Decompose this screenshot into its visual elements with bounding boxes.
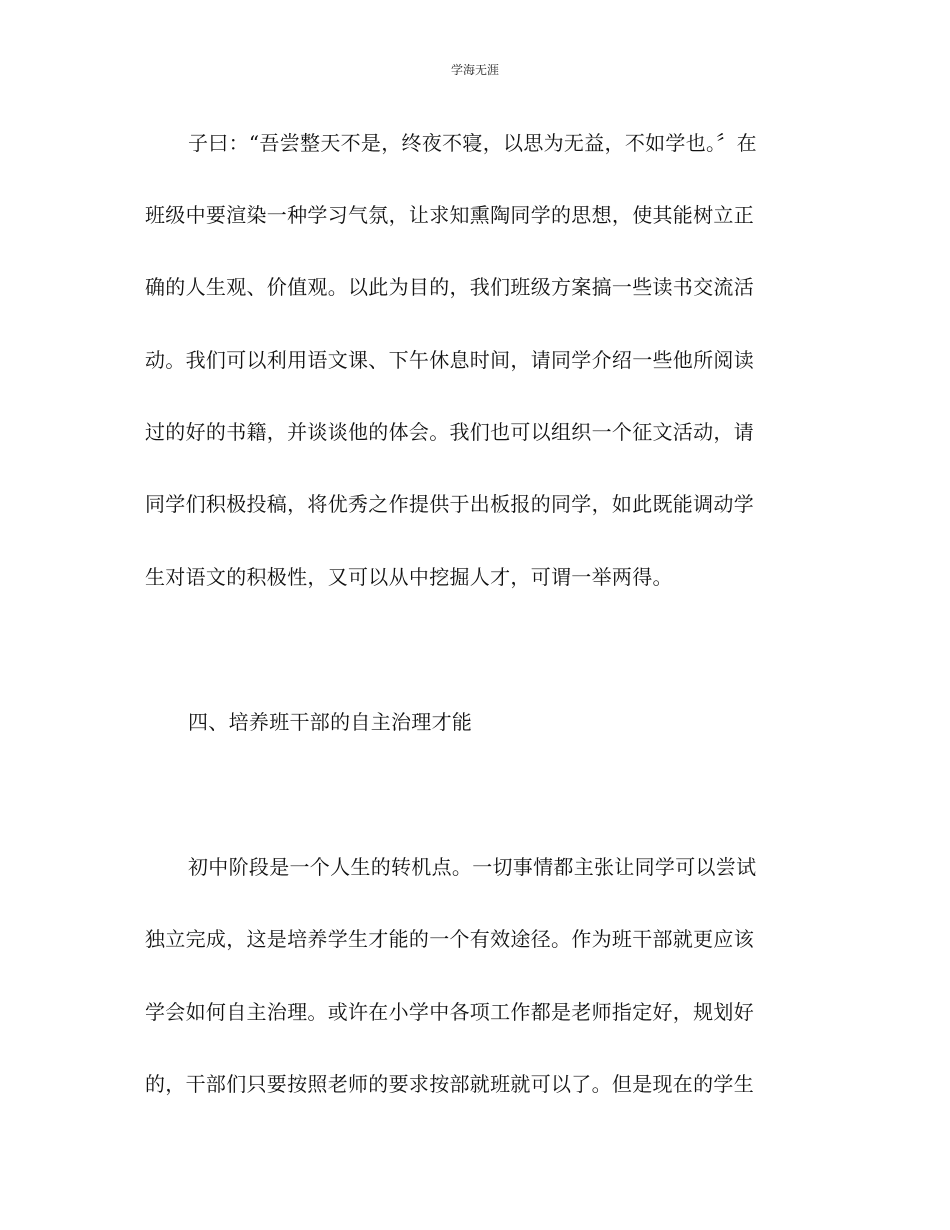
text-line: 班级中要渲染一种学习气氛，让求知熏陶同学的思想，使其能树立正 [145, 203, 754, 227]
text-line: 过的好的书籍，并谈谈他的体会。我们也可以组织一个征文活动，请 [145, 420, 754, 444]
text-line: 生对语文的积极性，又可以从中挖掘人才，可谓一举两得。 [145, 565, 673, 589]
text-line: 子曰：“吾尝整天不是，终夜不寝，以思为无益，不如学也。〞在 [188, 131, 757, 155]
text-line: 同学们积极投稿，将优秀之作提供于出板报的同学，如此既能调动学 [145, 492, 754, 516]
text-line: 独立完成，这是培养学生才能的一个有效途径。作为班干部就更应该 [145, 927, 754, 951]
section-heading: 四、培养班干部的自主治理才能 [188, 710, 473, 734]
page-header: 学海无涯 [450, 63, 499, 77]
text-line: 初中阶段是一个人生的转机点。一切事情都主张让同学可以尝试 [188, 855, 757, 879]
text-line: 的，干部们只要按照老师的要求按部就班就可以了。但是现在的学生 [145, 1072, 754, 1096]
text-line: 确的人生观、价值观。以此为目的，我们班级方案搞一些读书交流活 [145, 275, 754, 299]
text-line: 学会如何自主治理。或许在小学中各项工作都是老师指定好，规划好 [145, 1000, 754, 1024]
text-line: 动。我们可以利用语文课、下午休息时间，请同学介绍一些他所阅读 [145, 348, 754, 372]
